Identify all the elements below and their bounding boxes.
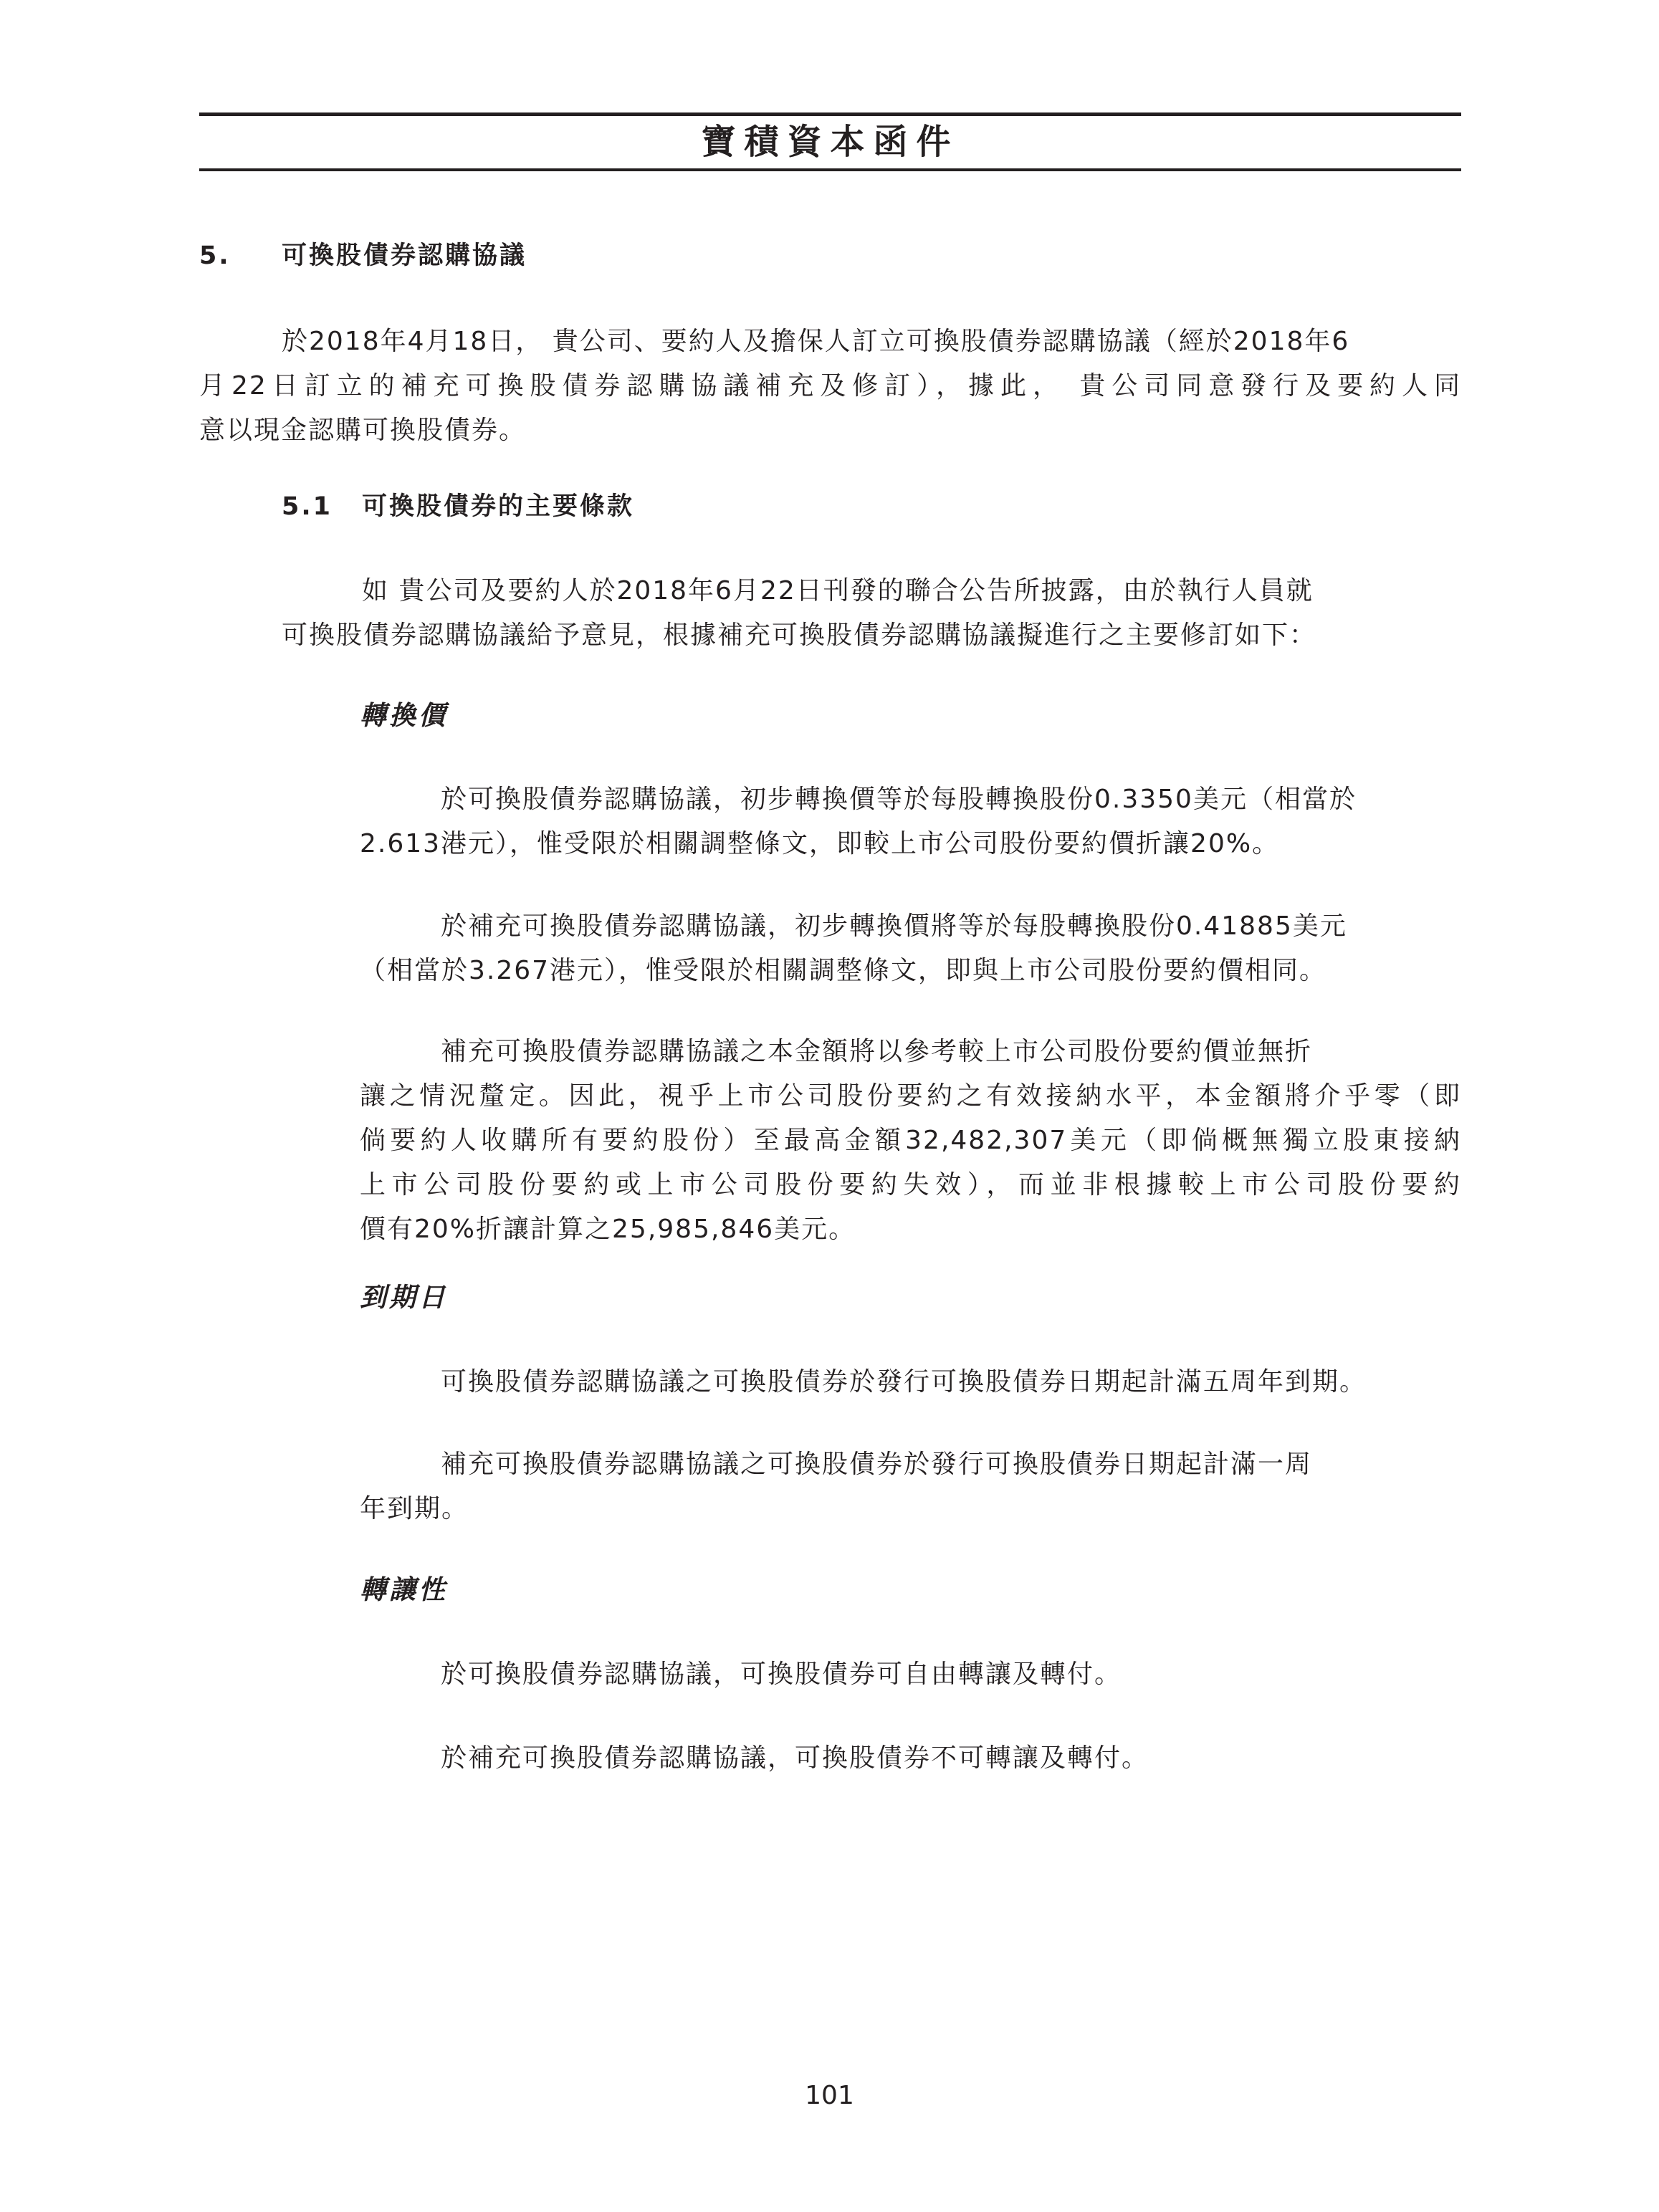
- conversion-price-paragraph-2: [360, 904, 1461, 993]
- maturity-paragraph-2: [360, 1442, 1461, 1531]
- page-header-title: 寶積資本函件: [701, 122, 960, 162]
- paragraph-line: 於可換股債券認購協議，初步轉換價等於每股轉換股份0.3350美元（相當於: [441, 785, 1357, 814]
- paragraph-line: 於補充可換股債券認購協議，可換股債券不可轉讓及轉付。: [441, 1743, 1149, 1773]
- subheading-maturity: 到期日: [360, 1282, 448, 1313]
- paragraph-line: 於2018年4月18日， 貴公司、要約人及擔保人訂立可換股債券認購協議（經於2018年6: [282, 327, 1350, 356]
- paragraph-line: 價有20%折讓計算之25,985,846美元。: [360, 1215, 856, 1244]
- paragraph-line: 可換股債券認購協議之可換股債券於發行可換股債券日期起計滿五周年到期。: [441, 1367, 1367, 1397]
- paragraph-line: 可換股債券認購協議給予意見，根據補充可換股債券認購協議擬進行之主要修訂如下：: [282, 621, 1317, 650]
- paragraph-line: 如 貴公司及要約人於2018年6月22日刊發的聯合公告所披露，由於執行人員就: [362, 576, 1314, 605]
- conversion-price-paragraph-3: [360, 1030, 1461, 1252]
- paragraph-line: 於補充可換股債券認購協議，初步轉換價將等於每股轉換股份0.41885美元: [441, 911, 1347, 941]
- page-number: 101: [805, 2081, 854, 2110]
- paragraph-line: 倘要約人收購所有要約股份）至最高金額32,482,307美元（即倘概無獨立股東接納: [360, 1126, 1461, 1155]
- paragraph-line: 月22日訂立的補充可換股債券認購協議補充及修訂），據此， 貴公司同意發行及要約人同: [199, 371, 1461, 401]
- conversion-price-paragraph-1: [360, 777, 1461, 866]
- header-bottom-rule: [199, 168, 1461, 171]
- paragraph-line: 2.613港元），惟受限於相關調整條文，即較上市公司股份要約價折讓20%。: [360, 829, 1280, 858]
- section-5-1-title: 可換股債券的主要條款: [362, 492, 635, 521]
- paragraph-line: 於可換股債券認購協議，可換股債券可自由轉讓及轉付。: [441, 1660, 1122, 1689]
- section-5-1-number: 5.1: [282, 492, 333, 521]
- subheading-conversion-price: 轉換價: [360, 700, 448, 731]
- section-5-number: 5.: [199, 241, 231, 270]
- paragraph-line: 讓之情況釐定。因此，視乎上市公司股份要約之有效接納水平，本金額將介乎零（即: [360, 1081, 1461, 1111]
- section-5-paragraph: [199, 320, 1461, 453]
- section-5-title: 可換股債券認購協議: [282, 241, 527, 270]
- paragraph-line: 補充可換股債券認購協議之本金額將以參考較上市公司股份要約價並無折: [441, 1037, 1313, 1066]
- maturity-paragraph-1: [360, 1360, 1461, 1404]
- paragraph-line: （相當於3.267港元），惟受限於相關調整條文，即與上市公司股份要約價相同。: [360, 956, 1327, 985]
- transferability-paragraph-2: [360, 1736, 1461, 1781]
- paragraph-line: 上市公司股份要約或上市公司股份要約失效），而並非根據較上市公司股份要約: [360, 1170, 1461, 1200]
- paragraph-line: 補充可換股債券認購協議之可換股債券於發行可換股債券日期起計滿一周: [441, 1450, 1313, 1479]
- paragraph-line: 年到期。: [360, 1494, 469, 1523]
- transferability-paragraph-1: [360, 1652, 1461, 1697]
- paragraph-line: 意以現金認購可換股債券。: [199, 416, 527, 445]
- section-5-1-paragraph: [282, 569, 1461, 658]
- header-top-rule: [199, 112, 1461, 116]
- subheading-transferability: 轉讓性: [360, 1574, 448, 1605]
